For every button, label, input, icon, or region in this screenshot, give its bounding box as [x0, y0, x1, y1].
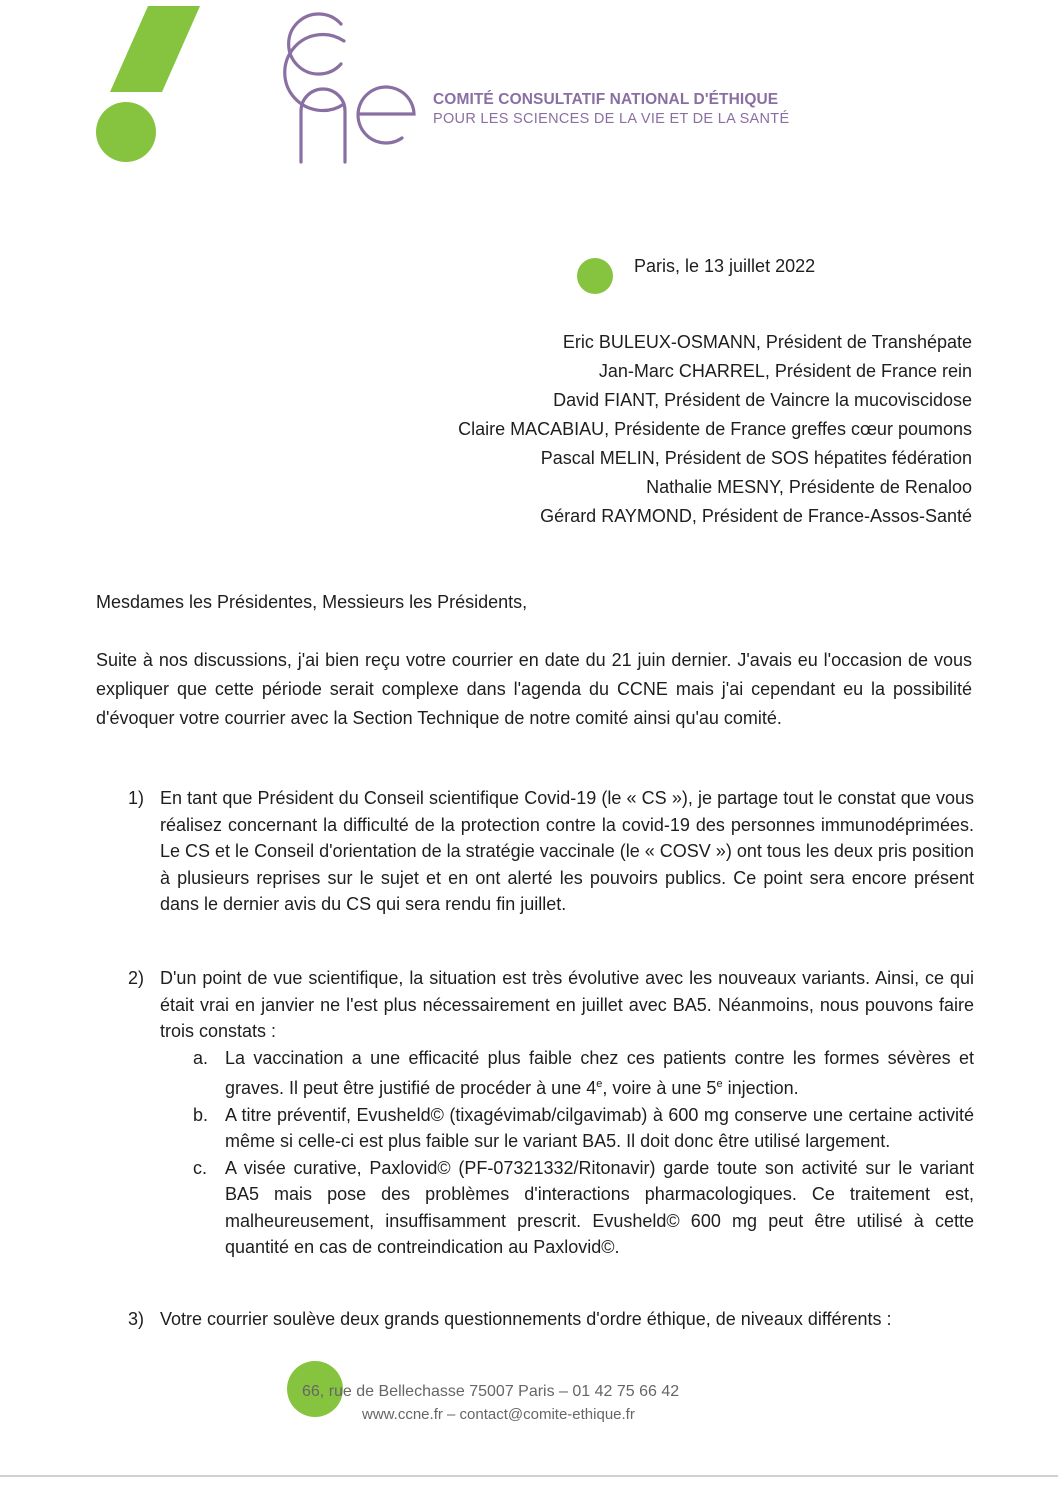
recipient-line: Pascal MELIN, Président de SOS hépatites fédération [540, 448, 972, 468]
sub-text-part: La vaccination a une efficacité plus faible chez ces patients contre les formes sévères et graves. Il peut être justifié de procéder à une 4 [225, 1047, 974, 1098]
sub-item-letter: a. [193, 1047, 209, 1068]
item-number: 1) [128, 788, 145, 808]
sub-item-text [225, 1045, 974, 1102]
org-name: COMITÉ CONSULTATIF NATIONAL D'ÉTHIQUE [433, 91, 779, 108]
numbered-item-1 [128, 785, 974, 918]
recipient-list [458, 328, 972, 531]
numbered-item-3 [128, 1306, 974, 1333]
footer-address: 66, rue de Bellechasse 75007 Paris – 01 42 75 66 42 [302, 1383, 680, 1400]
item-number: 2) [128, 968, 145, 988]
footer-contact: www.ccne.fr – contact@comite-ethique.fr [362, 1406, 635, 1423]
intro-paragraph: Suite à nos discussions, j'ai bien reçu votre courrier en date du 21 juin dernier. J'avais eu l'occasion de vous expliquer que cette période serait complexe dans l'agenda du CCNE mais j'ai cependant eu la possibilité d'évoquer votre courrier avec la Section Technique de notre comité ainsi qu'au comité. [96, 650, 972, 728]
recipient-line: Eric BULEUX-OSMANN, Président de Transhépate [562, 332, 972, 352]
sub-item-c [193, 1155, 974, 1261]
recipient-line: Jan-Marc CHARREL, Président de France rein [598, 361, 972, 381]
logo-exclamation-dot [96, 102, 156, 162]
sub-item-b [193, 1102, 974, 1155]
item-text: Votre courrier soulève deux grands questionnements d'ordre éthique, de niveaux différents : [160, 1309, 892, 1329]
sub-item-text: A visée curative, Paxlovid© (PF-07321332/Ritonavir) garde toute son activité sur le variant BA5 mais pose des problèmes d'interactions pharmacologiques. Ce traitement est, malheureusement, insuffisamment prescrit. Evusheld© 600 mg peut être utilisé à cette quantité en cas de contreindication au Paxlovid©. [225, 1157, 974, 1257]
ccne-logo [96, 6, 426, 166]
recipient-line: Claire MACABIAU, Présidente de France greffes cœur poumons [458, 419, 972, 439]
numbered-item-2 [128, 965, 974, 1261]
sub-item-a [193, 1045, 974, 1102]
sub-text-part: injection. [722, 1078, 799, 1098]
superscript: e [596, 1078, 603, 1090]
date-bullet-dot [577, 258, 613, 294]
superscript: e [716, 1078, 723, 1090]
salutation: Mesdames les Présidentes, Messieurs les Présidents, [96, 592, 528, 612]
logo-exclamation-bar [110, 6, 200, 92]
recipient-line: Gérard RAYMOND, Président de France-Assos-Santé [540, 506, 972, 526]
sub-item-text: A titre préventif, Evusheld© (tixagévimab/cilgavimab) à 600 mg conserve une certaine activité même si celle-ci est plus faible sur le variant BA5. Il doit donc être utilisé largement. [225, 1104, 974, 1151]
page-bottom-rule [0, 1475, 1058, 1477]
sub-text-part: , voire à une 5 [602, 1078, 717, 1098]
item-text: En tant que Président du Conseil scientifique Covid-19 (le « CS »), je partage tout le constat que vous réalisez concernant la difficulté de la protection contre la covid-19 des personnes immunodéprimées. Le CS et le Conseil d'orientation de la stratégie vaccinale (le « COSV ») ont tous les deux pris position à plusieurs reprises sur le sujet et en ont alerté les pouvoirs publics. Ce point sera encore présent dans le dernier avis du CS qui sera rendu fin juillet. [160, 788, 974, 914]
item-number: 3) [128, 1309, 145, 1329]
sub-item-letter: b. [193, 1104, 209, 1125]
recipient-line: Nathalie MESNY, Présidente de Renaloo [646, 477, 972, 497]
recipient-line: David FIANT, Président de Vaincre la mucoviscidose [553, 390, 972, 410]
letter-date: Paris, le 13 juillet 2022 [634, 256, 816, 276]
item-text: D'un point de vue scientifique, la situation est très évolutive avec les nouveaux variants. Ainsi, ce qui était vrai en janvier ne l'est plus nécessairement en juillet avec BA5. Néanmoins, nous pouvons faire trois constats : [160, 968, 974, 1041]
org-subtitle: POUR LES SCIENCES DE LA VIE ET DE LA SANTÉ [433, 111, 790, 127]
sub-item-letter: c. [193, 1157, 208, 1178]
